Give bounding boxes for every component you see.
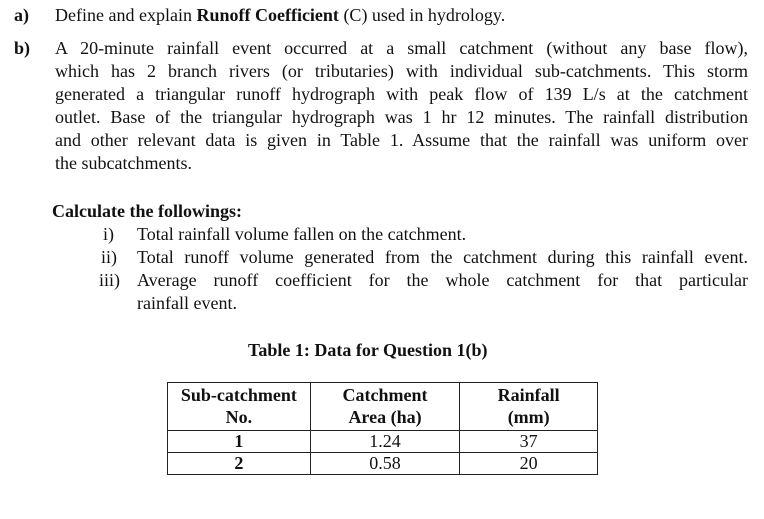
header-line: (mm) — [507, 407, 550, 427]
header-line: Sub-catchment — [180, 385, 297, 405]
header-line: Rainfall — [497, 385, 560, 405]
part-b-line: A 20-minute rainfall event occurred at a small catchment (without any base flow), — [55, 38, 748, 58]
list-item-number: iii) — [99, 270, 120, 290]
part-a-text-before: Define and explain — [55, 5, 197, 25]
cell-subcatchment-no: 2 — [168, 453, 311, 475]
part-a-term: Runoff Coefficient — [196, 5, 339, 25]
part-b-line: outlet. Base of the triangular hydrograph was 1 hr 12 minutes. The rainfall distribution — [55, 107, 748, 127]
column-header-rainfall — [460, 383, 598, 431]
table-row — [168, 453, 598, 475]
part-b-line: the subcatchments. — [55, 153, 192, 173]
cell-rainfall: 37 — [460, 431, 598, 453]
table-row — [168, 431, 598, 453]
header-line: No. — [225, 407, 253, 427]
data-table — [167, 382, 598, 475]
cell-area: 1.24 — [310, 431, 460, 453]
column-header-area — [310, 383, 460, 431]
cell-rainfall: 20 — [460, 453, 598, 475]
table-caption: Table 1: Data for Question 1(b) — [248, 340, 488, 360]
list-item — [137, 223, 748, 246]
part-b-paragraph — [55, 37, 748, 175]
cell-subcatchment-no: 1 — [168, 431, 311, 453]
list-item-text: Average runoff coefficient for the whole catchment for that particular — [137, 270, 748, 290]
header-line: Catchment — [342, 385, 428, 405]
list-item — [137, 269, 748, 315]
list-item-text: Total rainfall volume fallen on the catchment. — [137, 224, 467, 244]
list-item-number: i) — [103, 224, 114, 244]
part-a-question — [55, 4, 505, 27]
part-b-line: generated a triangular runoff hydrograph with peak flow of 139 L/s at the catchment — [55, 84, 748, 104]
header-line: Area (ha) — [348, 407, 422, 427]
part-a-marker: a) — [14, 5, 29, 25]
list-item — [137, 246, 748, 269]
table-header-row — [168, 383, 598, 431]
part-b-line: and other relevant data is given in Table 1. Assume that the rainfall was uniform over — [55, 130, 748, 150]
cell-area: 0.58 — [310, 453, 460, 475]
column-header-subcatchment — [168, 383, 311, 431]
part-b-marker: b) — [14, 38, 31, 58]
calculate-heading: Calculate the followings: — [52, 201, 242, 221]
part-b-line: which has 2 branch rivers (or tributaries) with individual sub-catchments. This storm — [55, 61, 748, 81]
part-a-text-after: (C) used in hydrology. — [338, 5, 506, 25]
list-item-text: Total runoff volume generated from the catchment during this rainfall event. — [137, 247, 748, 267]
list-item-number: ii) — [101, 247, 117, 267]
list-item-text: rainfall event. — [137, 293, 237, 313]
